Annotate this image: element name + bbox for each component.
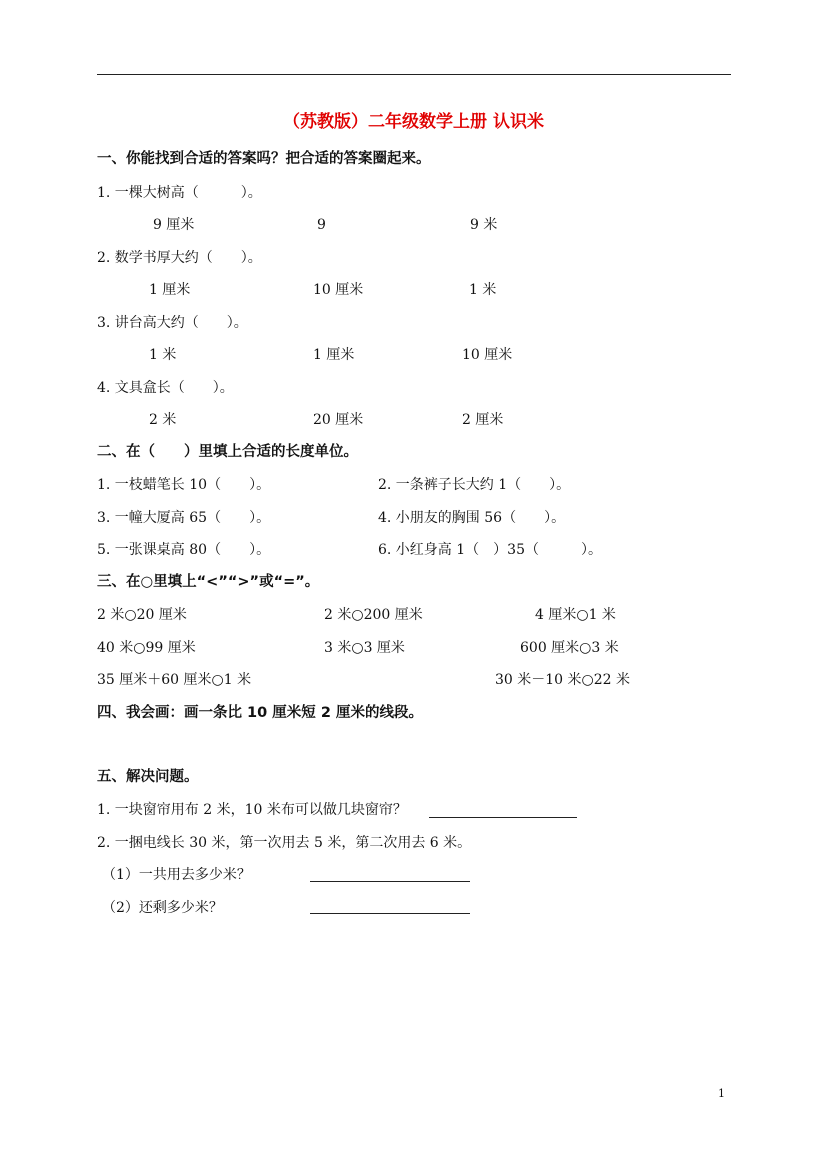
s2-item-5: 5. 一张课桌高 80（ ）。 <box>97 542 271 558</box>
s5-q2b-answer-line <box>310 913 470 914</box>
s3-compare-4: 40 米○99 厘米 <box>97 640 196 656</box>
s1-q4-option-a: 2 米 <box>149 412 177 428</box>
section-3-heading: 三、在○里填上“<”“>”或“=”。 <box>97 574 320 590</box>
section-1-heading: 一、你能找到合适的答案吗？把合适的答案圈起来。 <box>97 151 431 167</box>
section-4-heading: 四、我会画：画一条比 10 厘米短 2 厘米的线段。 <box>97 705 423 721</box>
s5-question-2: 2. 一捆电线长 30 米，第一次用去 5 米，第二次用去 6 米。 <box>97 835 472 851</box>
s5-question-2-part-2: （2）还剩多少米？ <box>102 900 223 916</box>
s2-item-2: 2. 一条裤子长大约 1（ ）。 <box>378 477 571 493</box>
s3-compare-8: 30 米－10 米○22 米 <box>495 672 631 688</box>
page-title: （苏教版）二年级数学上册 认识米 <box>283 112 544 132</box>
s1-q1-option-a: 9 厘米 <box>153 217 195 233</box>
s2-item-6: 6. 小红身高 1（ ）35（ ）。 <box>378 542 602 558</box>
s1-q4-option-c: 2 厘米 <box>462 412 504 428</box>
s3-compare-2: 2 米○200 厘米 <box>324 607 423 623</box>
s5-q1-answer-line <box>429 817 577 818</box>
s3-compare-1: 2 米○20 厘米 <box>97 607 187 623</box>
s1-q3-option-a: 1 米 <box>149 347 177 363</box>
s5-question-2-part-1: （1）一共用去多少米？ <box>102 867 251 883</box>
s3-compare-7: 35 厘米＋60 厘米○1 米 <box>97 672 252 688</box>
s3-compare-5: 3 米○3 厘米 <box>324 640 405 656</box>
s3-compare-6: 600 厘米○3 米 <box>520 640 619 656</box>
s1-q1-option-b: 9 <box>317 217 326 233</box>
s1-q3-option-c: 10 厘米 <box>462 347 513 363</box>
s1-q1-stem: 1. 一棵大树高（ ）。 <box>97 185 262 201</box>
s2-item-3: 3. 一幢大厦高 65（ ）。 <box>97 510 271 526</box>
s1-q2-option-b: 10 厘米 <box>313 282 364 298</box>
header-rule <box>97 74 731 75</box>
s1-q3-option-b: 1 厘米 <box>313 347 355 363</box>
s1-q1-option-c: 9 米 <box>470 217 498 233</box>
s1-q2-option-a: 1 厘米 <box>149 282 191 298</box>
section-5-heading: 五、解决问题。 <box>97 769 199 785</box>
s3-compare-3: 4 厘米○1 米 <box>535 607 616 623</box>
s1-q2-option-c: 1 米 <box>469 282 497 298</box>
s2-item-4: 4. 小朋友的胸围 56（ ）。 <box>378 510 566 526</box>
s2-item-1: 1. 一枝蜡笔长 10（ ）。 <box>97 477 271 493</box>
s1-q3-stem: 3. 讲台高大约（ ）。 <box>97 315 248 331</box>
s5-question-1: 1. 一块窗帘用布 2 米，10 米布可以做几块窗帘？ <box>97 802 407 818</box>
s1-q4-option-b: 20 厘米 <box>313 412 364 428</box>
s1-q2-stem: 2. 数学书厚大约（ ）。 <box>97 250 262 266</box>
s1-q4-stem: 4. 文具盒长（ ）。 <box>97 380 234 396</box>
s5-q2a-answer-line <box>310 881 470 882</box>
page-number: 1 <box>718 1087 725 1100</box>
section-2-heading: 二、在（ ）里填上合适的长度单位。 <box>97 444 358 460</box>
